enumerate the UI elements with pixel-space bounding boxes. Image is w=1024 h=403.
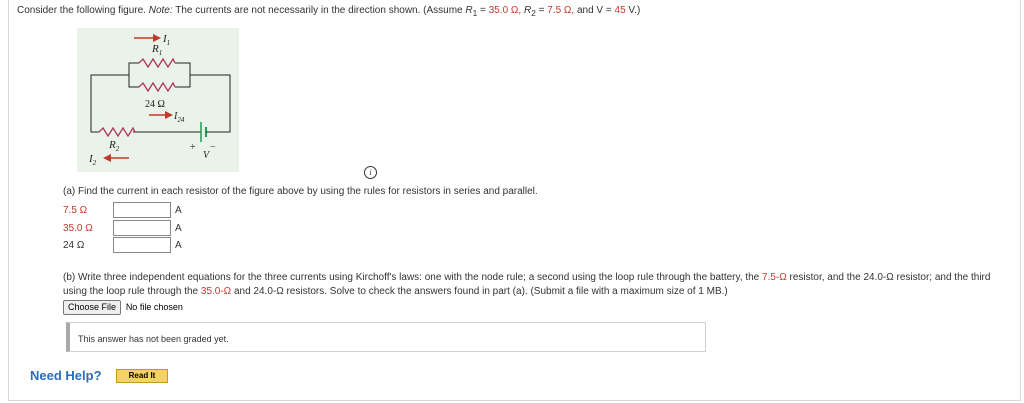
note-text: The currents are not necessarily in the direction shown. (Assume <box>175 5 463 16</box>
problem-intro: Consider the following figure. <box>17 5 146 16</box>
current-input[interactable] <box>113 202 171 218</box>
battery-v-label: V <box>203 150 210 161</box>
grade-status-box <box>66 322 706 352</box>
r24-resistor <box>139 83 175 91</box>
part-a-prompt: (a) Find the current in each resistor of the figure above by using the rules for resistors in series and parallel. <box>63 186 538 197</box>
battery-minus: − <box>210 142 216 153</box>
part-b-highlight-2: 35.0-Ω <box>200 286 232 297</box>
part-b-highlight-1: 7.5-Ω <box>762 272 787 283</box>
r1-resistor <box>139 59 175 67</box>
r24-label: 24 Ω <box>145 99 165 110</box>
i2-label: $I_2$ <box>89 153 97 167</box>
read-it-button[interactable]: Read It <box>116 369 168 383</box>
grade-status-text: This answer has not been graded yet. <box>78 334 229 344</box>
circuit-diagram <box>77 28 239 172</box>
r2-symbol: R <box>523 5 532 16</box>
and-v-text: and V = <box>576 5 612 16</box>
r2-resistor <box>99 128 135 136</box>
problem-end: V.) <box>628 5 641 16</box>
battery-symbol <box>201 122 210 142</box>
i24-arrow <box>149 111 173 119</box>
i1-label: $I_1$ <box>163 33 171 47</box>
choose-file-button[interactable]: Choose File <box>63 300 121 315</box>
part-b-text-3: and 24.0-Ω resistors. Solve to check the answers found in part (a). (Submit a file with a maximum size of 1 MB.) <box>233 286 728 297</box>
unit-label: A <box>175 223 182 234</box>
r1-label: $R_1$ <box>152 43 163 57</box>
r1-symbol: R <box>465 5 473 16</box>
need-help-label: Need Help? <box>30 368 102 383</box>
r2-value: 7.5 Ω, <box>547 5 575 16</box>
unit-label: A <box>175 240 182 251</box>
r1-subscript: 1 <box>472 8 478 18</box>
i2-arrow <box>103 154 129 162</box>
current-input[interactable] <box>113 237 171 253</box>
part-b-text-2: resistor, and the 24.0-Ω resistor; and the third using the loop rule through the <box>63 272 991 297</box>
resistor-label: 7.5 Ω <box>63 205 88 216</box>
i1-arrow <box>134 34 161 42</box>
battery-plus: + <box>190 142 196 153</box>
part-b-text-1: (b) Write three independent equations for the three currents using Kirchoff's laws: one with the node rule; a second using the loop rule through the battery, the <box>63 272 760 283</box>
current-input[interactable] <box>113 220 171 236</box>
r1-value: 35.0 Ω, <box>488 5 522 16</box>
circuit-figure <box>77 28 239 172</box>
r2-label: $R_2$ <box>109 139 120 153</box>
problem-statement: Consider the following figure. Note: The currents are not necessarily in the direction shown. (Assume $R_1 = 35.0$ Ω, $R_2 = 7.5$ Ω, and V = 45 V.) <box>17 5 641 18</box>
info-icon[interactable]: i <box>364 166 377 179</box>
r2-subscript: 2 <box>531 8 536 18</box>
note-label: Note: <box>148 5 173 16</box>
no-file-label: No file chosen <box>125 302 183 312</box>
i24-label: $I_{24}$ <box>174 111 185 124</box>
part-b-prompt <box>63 271 1013 299</box>
file-upload <box>63 300 183 315</box>
v-value: 45 <box>614 5 626 16</box>
resistor-label: 35.0 Ω <box>63 223 93 234</box>
unit-label: A <box>175 205 182 216</box>
resistor-label: 24 Ω <box>63 240 85 251</box>
